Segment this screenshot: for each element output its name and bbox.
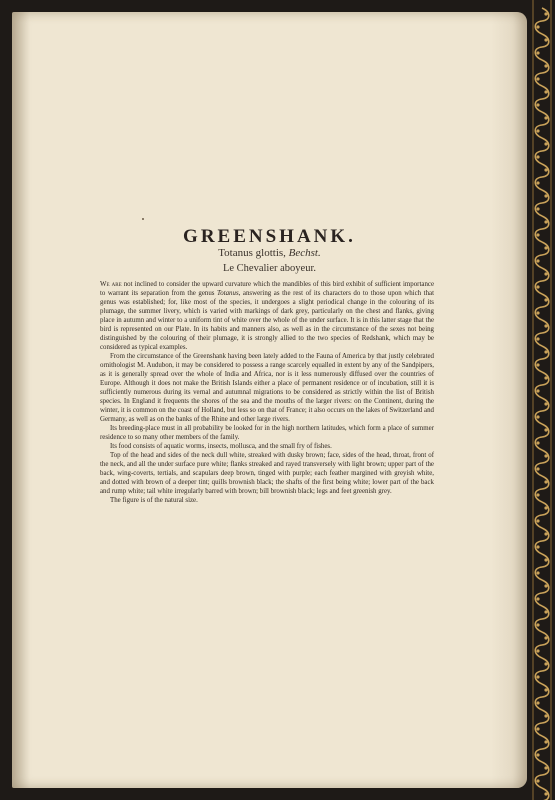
scroll-leaf [536, 727, 539, 730]
scroll-leaf [536, 129, 539, 132]
scroll-leaf [536, 415, 539, 418]
scroll-leaf [544, 38, 547, 41]
paragraph-5: Top of the head and sides of the neck dull white, streaked with dusky brown; face, sides of the head, throat, front of the neck, and all the under surface pure white; flanks streaked and rayed transversely with light brown; upper part of the back, wing-coverts, tertials, and scapulars deep brown, tinged with purple; each feather margined with greyish white, and dotted with brown of a deeper tint; quills brownish black; the shafts of the first being white; lower part of the back and rump white; tail white irregularly barred with brown; bill brownish black; legs and feet greenish grey. [100, 452, 434, 495]
scroll-leaf [544, 636, 547, 639]
scroll-leaf [536, 623, 539, 626]
scroll-leaf [536, 77, 539, 80]
paragraph-1-text: not inclined to consider the upward curvature which the mandibles of this bird exhibit of sufficient importance to warrant its separation from the genus [100, 281, 435, 297]
scroll-leaf [544, 792, 547, 795]
scroll-leaf [544, 480, 547, 483]
scroll-leaf [544, 376, 547, 379]
scroll-leaf [536, 311, 539, 314]
body-text [100, 280, 434, 505]
scroll-leaf [536, 779, 539, 782]
scroll-leaf [544, 506, 547, 509]
scroll-leaf [544, 688, 547, 691]
scroll-leaf [544, 558, 547, 561]
scroll-leaf [544, 584, 547, 587]
scroll-leaf [544, 740, 547, 743]
ornamental-border [529, 0, 555, 800]
scroll-leaf [536, 519, 539, 522]
scroll-leaf [544, 272, 547, 275]
scroll-leaf [536, 701, 539, 704]
scroll-leaf [536, 363, 539, 366]
scroll-leaf [536, 649, 539, 652]
scroll-leaf [544, 350, 547, 353]
scroll-leaf [536, 675, 539, 678]
scroll-leaf [536, 467, 539, 470]
scroll-leaf [544, 90, 547, 93]
scroll-leaf [544, 402, 547, 405]
scroll-leaf [536, 753, 539, 756]
french-name: Le Chevalier aboyeur. [222, 263, 316, 274]
latin-name [12, 247, 527, 259]
paragraph-1 [100, 280, 434, 352]
scroll-leaf [536, 25, 539, 28]
scroll-leaf [544, 298, 547, 301]
scroll-leaf [544, 324, 547, 327]
scroll-leaf [544, 766, 547, 769]
scroll-leaf [536, 337, 539, 340]
genus-name: Totanus [217, 290, 239, 297]
scroll-leaf [536, 259, 539, 262]
speck-mark [142, 218, 144, 220]
scroll-leaf [544, 454, 547, 457]
scroll-leaf [544, 220, 547, 223]
scroll-leaf [536, 545, 539, 548]
scroll-leaf [536, 51, 539, 54]
scroll-leaf [544, 532, 547, 535]
scroll-leaf [536, 155, 539, 158]
paragraph-3: Its breeding-place must in all probability be looked for in the high northern latitudes, which form a place of summer residence to so many other members of the family. [100, 425, 434, 441]
book-page [12, 12, 527, 788]
scroll-leaf [536, 285, 539, 288]
scroll-leaf [536, 181, 539, 184]
scroll-leaf [544, 714, 547, 717]
scroll-leaf [544, 142, 547, 145]
scroll-leaf [536, 571, 539, 574]
scroll-leaf [544, 168, 547, 171]
scroll-leaf [536, 597, 539, 600]
scroll-leaf [544, 116, 547, 119]
latin-authority: Bechst. [288, 247, 321, 259]
scroll-leaf [544, 662, 547, 665]
scroll-leaf [536, 233, 539, 236]
paragraph-4: Its food consists of aquatic worms, insects, mollusca, and the small fry of fishes. [110, 443, 332, 450]
scroll-leaf [544, 12, 547, 15]
latin-binomial: Totanus glottis, [218, 247, 286, 259]
scroll-leaf [544, 610, 547, 613]
page-title: GREENSHANK. [183, 226, 356, 247]
lead-words: We are [100, 281, 122, 288]
scroll-leaf [536, 103, 539, 106]
scroll-leaf [536, 493, 539, 496]
scroll-leaf [544, 194, 547, 197]
paragraph-6: The figure is of the natural size. [110, 497, 198, 504]
scroll-leaf [544, 64, 547, 67]
paragraph-1-text-continued: , answering as the rest of its characters do to those upon which that genus was established; for, like most of the species, it undergoes a slight periodical change in the colouring of its plumage, the summer livery, which is varied with markings of dark grey, particularly on the chest and flanks, giving place in autumn and winter to a uniform tint of white over the whole of the under surface. It is in this latter stage that the bird is represented on our Plate. In its habits and manners also, as well as in the circumstance of the sexes not being distinguished by the colouring of their plumage, it is strongly allied to the two species of Redshank, which may be considered as typical examples. [100, 290, 434, 351]
scroll-leaf [544, 428, 547, 431]
scroll-leaf [536, 207, 539, 210]
scroll-leaf [544, 246, 547, 249]
paragraph-2: From the circumstance of the Greenshank having been lately added to the Fauna of America by that justly celebrated ornithologist M. Audubon, it may be considered to possess a range scarcely equalled in extent by any of the Sandpipers, as it is generally spread over the whole of India and Africa, nor is it less numerously diffused over the countries of Europe. Although it does not make the British Islands either a place of permanent residence or of incubation, still it is sufficiently numerous during its vernal and autumnal migrations to be considered as strictly within the list of British species. In England it frequents the shores of the sea and the mouths of the larger rivers: on the Continent, during the winter, it is common on the coast of Holland, but less so on that of France; it also occurs on the lakes of Switzerland and Germany, as well as on the banks of the Rhine and other large rivers. [100, 353, 434, 423]
scroll-leaf [536, 441, 539, 444]
scroll-leaf [536, 389, 539, 392]
